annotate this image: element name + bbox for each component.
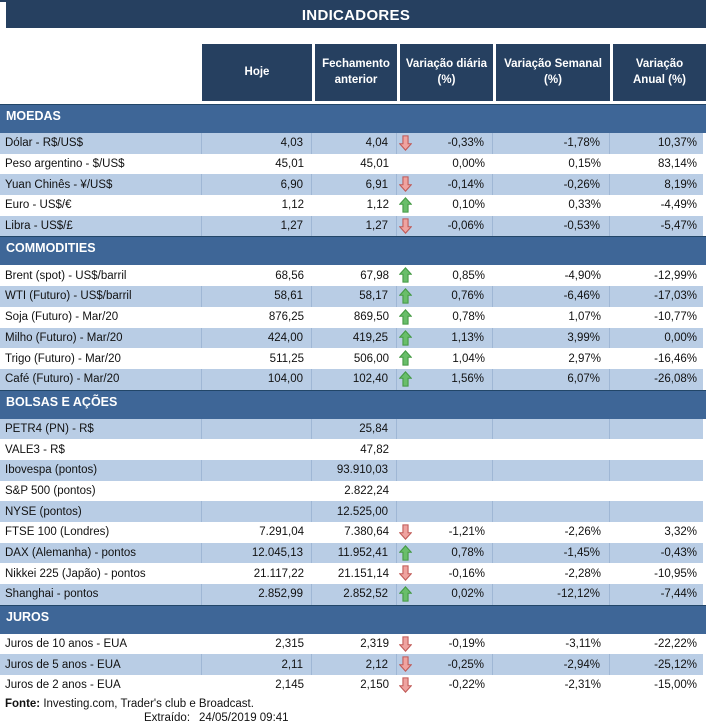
variacao-semanal-value-cell: 0,15%	[568, 158, 601, 171]
variacao-anual-value-cell: -16,46%	[654, 352, 697, 365]
hoje-value-cell: 45,01	[275, 158, 304, 171]
hoje-value-cell: 2,11	[202, 654, 312, 675]
hoje-value-cell: 2,315	[275, 638, 304, 651]
fechamento-anterior-value-cell: 4,04	[312, 133, 397, 154]
hoje-value-cell: 876,25	[268, 311, 304, 324]
variacao-semanal-value-cell	[493, 419, 610, 440]
trend-arrow-icon	[399, 565, 412, 581]
variacao-diaria-value: -0,16%	[448, 567, 485, 580]
variacao-semanal-value-cell: -1,78%	[493, 133, 610, 154]
variacao-diaria-value: -0,25%	[447, 658, 484, 671]
column-header-fechamento-anterior: Fechamento anterior	[312, 44, 397, 101]
column-header-row	[0, 44, 706, 101]
table-row	[0, 195, 703, 216]
page-title-text: INDICADORES	[301, 6, 411, 24]
hoje-value-cell: 1,27	[202, 216, 312, 237]
hoje-value-cell: 68,56	[275, 269, 304, 282]
trend-arrow-icon	[399, 267, 412, 283]
variacao-anual-value-cell: 3,32%	[664, 526, 697, 539]
variacao-diaria-cell	[397, 654, 493, 675]
hoje-value-cell	[202, 501, 312, 522]
table-row	[0, 634, 703, 655]
table-row	[0, 216, 703, 237]
table-row	[0, 675, 703, 696]
table-row	[0, 286, 703, 307]
trend-arrow-icon	[399, 636, 412, 652]
variacao-diaria-value: -1,21%	[448, 526, 485, 539]
variacao-semanal-value-cell: -0,53%	[493, 216, 610, 237]
hoje-value-cell: 2.852,99	[202, 584, 312, 605]
variacao-anual-value-cell: -17,03%	[654, 290, 697, 303]
fechamento-anterior-value-cell: 1,12	[366, 199, 389, 212]
indicator-label-cell: Brent (spot) - US$/barril	[5, 269, 127, 282]
trend-arrow-icon	[399, 524, 412, 540]
table-row	[0, 460, 703, 481]
fechamento-anterior-value-cell: 2.852,52	[312, 584, 397, 605]
variacao-diaria-value: -0,33%	[447, 137, 484, 150]
extracted-line	[0, 711, 706, 725]
fechamento-anterior-value-cell: 12.525,00	[312, 501, 397, 522]
trend-arrow-icon	[399, 656, 412, 672]
fechamento-anterior-value-cell: 869,50	[353, 311, 389, 324]
variacao-diaria-cell	[397, 133, 493, 154]
variacao-diaria-value: 0,76%	[451, 290, 484, 303]
fechamento-anterior-value-cell: 21.151,14	[337, 567, 389, 580]
fechamento-anterior-value-cell: 58,17	[312, 286, 397, 307]
variacao-anual-value-cell: -7,44%	[660, 588, 697, 601]
variacao-anual-value-cell: 10,37%	[657, 137, 697, 150]
section-header-label: COMMODITIES	[6, 241, 96, 256]
trend-arrow-icon	[399, 350, 412, 366]
trend-arrow-icon	[399, 677, 412, 693]
variacao-anual-value-cell: -22,22%	[654, 638, 697, 651]
hoje-value-cell	[202, 419, 312, 440]
fechamento-anterior-value-cell: 7.380,64	[344, 526, 389, 539]
indicator-label-cell: Yuan Chinês - ¥/US$	[0, 174, 202, 195]
variacao-anual-value-cell: 83,14%	[657, 158, 697, 171]
table-footer	[0, 697, 706, 725]
table-row	[0, 174, 703, 195]
variacao-semanal-value-cell	[493, 439, 610, 460]
variacao-anual-value-cell: -0,43%	[660, 547, 697, 560]
indicator-label-cell: Libra - US$/£	[0, 216, 202, 237]
extracted-label: Extraído:	[144, 711, 191, 724]
variacao-diaria-cell	[397, 584, 493, 605]
indicator-label-cell: Juros de 5 anos - EUA	[0, 654, 202, 675]
table-row	[0, 265, 703, 286]
variacao-diaria-cell	[397, 328, 493, 349]
variacao-diaria-value: -0,22%	[448, 679, 485, 692]
variacao-diaria-cell	[397, 348, 493, 369]
variacao-anual-value-cell: -10,95%	[654, 567, 697, 580]
variacao-anual-value-cell: -25,12%	[654, 658, 697, 671]
variacao-diaria-value: 1,13%	[451, 331, 484, 344]
variacao-semanal-value-cell: 3,99%	[493, 328, 610, 349]
hoje-value-cell: 6,90	[202, 174, 312, 195]
indicator-label-cell: Café (Futuro) - Mar/20	[0, 369, 202, 390]
variacao-semanal-value-cell: 2,97%	[568, 352, 601, 365]
fechamento-anterior-value-cell: 11.952,41	[312, 543, 397, 564]
variacao-diaria-cell	[397, 543, 493, 564]
fechamento-anterior-value-cell: 2,319	[360, 638, 389, 651]
table-row	[0, 369, 703, 390]
variacao-diaria-cell	[397, 195, 493, 216]
indicator-label-cell: Nikkei 225 (Japão) - pontos	[5, 567, 146, 580]
variacao-diaria-value: 0,78%	[451, 547, 484, 560]
variacao-semanal-value-cell	[493, 460, 610, 481]
indicator-label-cell: NYSE (pontos)	[0, 501, 202, 522]
variacao-semanal-value-cell	[493, 481, 610, 502]
extracted-timestamp: 24/05/2019 09:41	[199, 711, 289, 724]
variacao-semanal-value-cell: -3,11%	[565, 638, 601, 651]
variacao-anual-value-cell: -10,77%	[654, 311, 697, 324]
table-row	[0, 584, 703, 605]
variacao-diaria-cell	[397, 369, 493, 390]
indicator-label-cell: VALE3 - R$	[5, 443, 65, 456]
variacao-semanal-value-cell	[493, 501, 610, 522]
variacao-anual-value-cell	[610, 419, 703, 440]
variacao-anual-value-cell: -26,08%	[654, 373, 697, 386]
variacao-anual-value-cell	[610, 501, 703, 522]
hoje-value-cell	[202, 439, 312, 460]
variacao-diaria-cell	[397, 286, 493, 307]
fechamento-anterior-value-cell: 419,25	[312, 328, 397, 349]
fechamento-anterior-value-cell: 47,82	[360, 443, 389, 456]
table-row	[0, 501, 703, 522]
variacao-diaria-cell	[397, 174, 493, 195]
variacao-diaria-cell	[397, 563, 493, 584]
table-row	[0, 348, 703, 369]
variacao-semanal-value-cell: -2,94%	[493, 654, 610, 675]
variacao-diaria-cell	[397, 154, 493, 175]
fechamento-anterior-value-cell: 506,00	[353, 352, 389, 365]
indicator-label-cell: Euro - US$/€	[5, 199, 72, 212]
trend-arrow-icon	[399, 218, 412, 234]
hoje-value-cell: 511,25	[269, 352, 304, 365]
hoje-value-cell: 58,61	[202, 286, 312, 307]
indicator-label-cell: DAX (Alemanha) - pontos	[0, 543, 202, 564]
trend-arrow-icon	[399, 288, 412, 304]
variacao-semanal-value-cell: 0,33%	[568, 199, 601, 212]
variacao-semanal-value-cell: -1,45%	[493, 543, 610, 564]
variacao-diaria-value: 0,85%	[452, 269, 485, 282]
table-row	[0, 543, 703, 564]
section-header	[0, 605, 706, 634]
variacao-diaria-cell	[397, 675, 493, 696]
indicator-label-cell: Dólar - R$/US$	[0, 133, 202, 154]
variacao-diaria-cell	[397, 439, 493, 460]
variacao-semanal-value-cell: 1,07%	[568, 311, 601, 324]
hoje-value-cell: 2,145	[275, 679, 304, 692]
variacao-diaria-value: 0,00%	[452, 158, 485, 171]
hoje-value-cell: 1,12	[281, 199, 304, 212]
variacao-diaria-cell	[397, 634, 493, 655]
column-header-variacao-anual: Variação Anual (%)	[610, 44, 706, 101]
column-header-variacao-diaria: Variação diária (%)	[397, 44, 493, 101]
fechamento-anterior-value-cell: 2,12	[312, 654, 397, 675]
table-row	[0, 481, 703, 502]
variacao-anual-value-cell	[610, 481, 703, 502]
variacao-anual-value-cell	[610, 460, 703, 481]
hoje-value-cell: 7.291,04	[259, 526, 304, 539]
variacao-diaria-value: 0,78%	[452, 311, 485, 324]
table-row	[0, 307, 703, 328]
trend-arrow-icon	[399, 545, 412, 561]
fechamento-anterior-value-cell: 102,40	[312, 369, 397, 390]
variacao-diaria-value: 0,10%	[452, 199, 485, 212]
header-spacer	[0, 44, 202, 101]
indicator-label-cell: FTSE 100 (Londres)	[5, 526, 110, 539]
table-row	[0, 328, 703, 349]
table-row	[0, 133, 703, 154]
trend-arrow-icon	[399, 176, 412, 192]
variacao-diaria-cell	[397, 419, 493, 440]
variacao-semanal-value-cell: -0,26%	[493, 174, 610, 195]
fechamento-anterior-value-cell: 1,27	[312, 216, 397, 237]
trend-arrow-icon	[399, 371, 412, 387]
hoje-value-cell: 12.045,13	[202, 543, 312, 564]
table-row	[0, 419, 703, 440]
variacao-diaria-value: -0,14%	[447, 178, 484, 191]
fechamento-anterior-value-cell: 2.822,24	[344, 484, 389, 497]
hoje-value-cell: 104,00	[202, 369, 312, 390]
table-row	[0, 439, 703, 460]
hoje-value-cell: 424,00	[202, 328, 312, 349]
section-header	[0, 236, 706, 265]
hoje-value-cell	[202, 481, 312, 502]
variacao-semanal-value-cell: -2,26%	[564, 526, 601, 539]
fechamento-anterior-value-cell: 67,98	[360, 269, 389, 282]
variacao-anual-value-cell	[610, 439, 703, 460]
indicators-table	[0, 104, 706, 696]
variacao-diaria-cell	[397, 481, 493, 502]
variacao-diaria-cell	[397, 265, 493, 286]
trend-arrow-icon	[399, 586, 412, 602]
indicator-label-cell: WTI (Futuro) - US$/barril	[0, 286, 202, 307]
variacao-anual-value-cell: 0,00%	[664, 331, 697, 344]
indicator-label-cell: S&P 500 (pontos)	[5, 484, 96, 497]
variacao-anual-value-cell: -5,47%	[660, 220, 697, 233]
table-row	[0, 563, 703, 584]
indicator-label-cell: PETR4 (PN) - R$	[0, 419, 202, 440]
table-row	[0, 654, 703, 675]
variacao-semanal-value-cell: -4,90%	[564, 269, 601, 282]
fechamento-anterior-value-cell: 6,91	[312, 174, 397, 195]
variacao-semanal-value-cell: -2,28%	[564, 567, 601, 580]
indicator-label-cell: Soja (Futuro) - Mar/20	[5, 311, 119, 324]
column-header-variacao-semanal: Variação Semanal (%)	[493, 44, 610, 101]
indicator-label-cell: Juros de 10 anos - EUA	[5, 638, 128, 651]
variacao-semanal-value-cell: -2,31%	[564, 679, 601, 692]
hoje-value-cell: 4,03	[202, 133, 312, 154]
indicator-label-cell: Trigo (Futuro) - Mar/20	[5, 352, 121, 365]
variacao-diaria-cell	[397, 460, 493, 481]
indicator-label-cell: Ibovespa (pontos)	[0, 460, 202, 481]
trend-arrow-icon	[399, 309, 412, 325]
variacao-diaria-value: -0,19%	[448, 638, 485, 651]
variacao-diaria-cell	[397, 307, 493, 328]
table-row	[0, 522, 703, 543]
variacao-diaria-value: 0,02%	[451, 588, 484, 601]
variacao-anual-value-cell: -12,99%	[654, 269, 697, 282]
table-row	[0, 154, 703, 175]
indicator-label-cell: Peso argentino - $/US$	[5, 158, 125, 171]
variacao-diaria-cell	[397, 216, 493, 237]
indicator-label-cell: Milho (Futuro) - Mar/20	[0, 328, 202, 349]
trend-arrow-icon	[399, 330, 412, 346]
section-header-label: BOLSAS E AÇÕES	[6, 394, 118, 409]
trend-arrow-icon	[399, 197, 412, 213]
fechamento-anterior-value-cell: 25,84	[312, 419, 397, 440]
variacao-anual-value-cell: -15,00%	[654, 679, 697, 692]
variacao-semanal-value-cell: -12,12%	[493, 584, 610, 605]
variacao-anual-value-cell: 8,19%	[664, 178, 697, 191]
column-header-hoje: Hoje	[202, 44, 312, 101]
fechamento-anterior-value-cell: 45,01	[360, 158, 389, 171]
variacao-diaria-cell	[397, 522, 493, 543]
source-line	[0, 697, 706, 711]
section-header-label: JUROS	[6, 609, 50, 624]
hoje-value-cell: 21.117,22	[253, 567, 304, 580]
variacao-diaria-value: -0,06%	[447, 220, 484, 233]
variacao-diaria-value: 1,56%	[451, 373, 484, 386]
section-header	[0, 104, 706, 133]
fechamento-anterior-value-cell: 2,150	[360, 679, 389, 692]
variacao-anual-value-cell: -4,49%	[660, 199, 697, 212]
indicator-label-cell: Shanghai - pontos	[0, 584, 202, 605]
fechamento-anterior-value-cell: 93.910,03	[312, 460, 397, 481]
source-text: Investing.com, Trader's club e Broadcast.	[40, 697, 254, 710]
variacao-semanal-value-cell: -6,46%	[493, 286, 610, 307]
variacao-semanal-value-cell: 6,07%	[493, 369, 610, 390]
section-header	[0, 390, 706, 419]
variacao-diaria-cell	[397, 501, 493, 522]
page-title	[6, 2, 706, 28]
hoje-value-cell	[202, 460, 312, 481]
variacao-diaria-value: 1,04%	[452, 352, 485, 365]
indicator-label-cell: Juros de 2 anos - EUA	[5, 679, 121, 692]
section-header-label: MOEDAS	[6, 109, 61, 123]
trend-arrow-icon	[399, 135, 412, 151]
source-label: Fonte:	[5, 697, 41, 710]
